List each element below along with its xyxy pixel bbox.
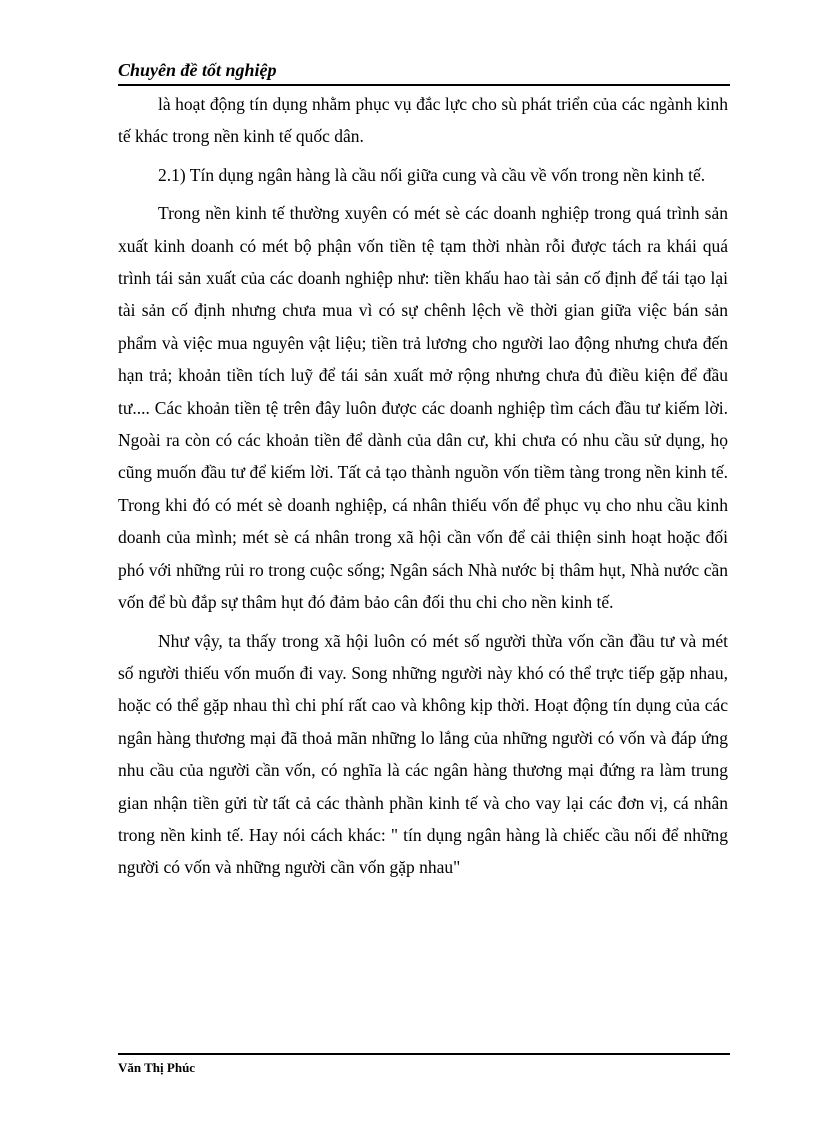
footer-divider [118, 1053, 730, 1055]
paragraph-continuation: là hoạt động tín dụng nhằm phục vụ đắc lực cho sù phát triển của các ngành kinh tế khác trong nền kinh tế quốc dân. [118, 94, 728, 147]
page-header [118, 58, 728, 82]
paragraph: Như vậy, ta thấy trong xã hội luôn có mét số người thừa vốn cần đầu tư và mét số người thiếu vốn muốn đi vay. Song những người này khó có thể trực tiếp gặp nhau, hoặc có thể gặp nhau thì chi phí rất cao và không kịp thời. Hoạt động tín dụng của các ngân hàng thương mại đã thoả mãn những lo lắng của những người có vốn và đáp ứng nhu cầu của người cần vốn, có nghĩa là các ngân hàng thương mại đứng ra làm trung gian nhận tiền gửi từ tất cả các thành phần kinh tế và cho vay lại các đơn vị, cá nhân trong nền kinh tế. Hay nói cách khác: " tín dụng ngân hàng là chiếc cầu nối để những người có vốn và những người cần vốn gặp nhau" [118, 630, 728, 878]
paragraph: Trong nền kinh tế thường xuyên có mét sè các doanh nghiệp trong quá trình sản xuất kinh doanh có mét bộ phận vốn tiền tệ tạm thời nhàn rỗi được tách ra khái quá trình tái sản xuất của các doanh nghiệp như: tiền khấu hao tài sản cố định để tái tạo lại tài sản cố định nhưng chưa mua vì có sự chênh lệch về thời gian giữa việc bán sản phẩm và việc mua nguyên vật liệu; tiền trả lương cho người lao động nhưng chưa đến hạn trả; khoản tiền tích luỹ để tái sản xuất mở rộng nhưng chưa đủ điều kiện để đầu tư.... Các khoản tiền tệ trên đây luôn được các doanh nghiệp tìm cách đầu tư kiếm lời. Ngoài ra còn có các khoản tiền để dành của dân cư, khi chưa có nhu cầu sử dụng, họ cũng muốn đầu tư để kiếm lời. Tất cả tạo thành nguồn vốn tiềm tàng trong nền kinh tế. Trong khi đó có mét sè doanh nghiệp, cá nhân thiếu vốn để phục vụ cho nhu cầu kinh doanh của mình; mét sè cá nhân trong xã hội cần vốn để cải thiện sinh hoạt hoặc đối phó với những rủi ro trong cuộc sống; Ngân sách Nhà nước bị thâm hụt, Nhà nước cần vốn để bù đắp sự thâm hụt đó đảm bảo cân đối thu chi cho nền kinh tế. [118, 203, 728, 613]
header-title: Chuyên đề tốt nghiệp [118, 60, 277, 80]
section-heading-2-1: 2.1) Tín dụng ngân hàng là cầu nối giữa cung và cầu về vốn trong nền kinh tế. [158, 164, 706, 185]
footer-author: Văn Thị Phúc [118, 1060, 196, 1075]
header-divider [118, 84, 730, 86]
body-text [118, 88, 728, 884]
